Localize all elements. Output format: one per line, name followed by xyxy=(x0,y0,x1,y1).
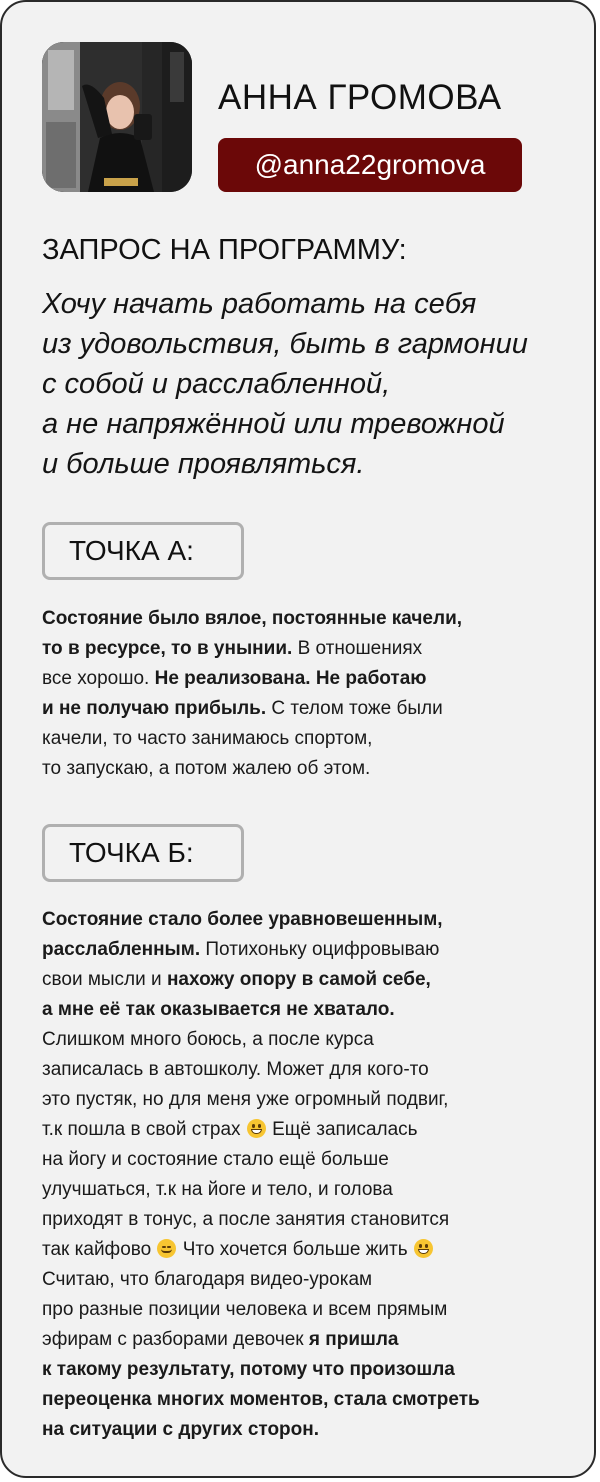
point-b-text xyxy=(42,905,582,1445)
point-a-text xyxy=(42,604,582,784)
point-b-regular: так кайфово xyxy=(42,1239,157,1260)
point-a-regular: то запускаю, а потом жалею об этом. xyxy=(42,758,371,779)
point-b-bold: Состояние стало более уравновешенным, xyxy=(42,909,443,930)
point-b-regular: эфирам с разборами девочек xyxy=(42,1329,309,1350)
point-b-bold: я пришла xyxy=(308,1329,399,1350)
point-a-label: ТОЧКА А: xyxy=(42,522,244,580)
grinning-face-icon xyxy=(414,1239,433,1258)
point-b-regular: приходят в тонус, а после занятия становится xyxy=(42,1209,450,1230)
point-a-bold: Состояние было вялое, постоянные качели, xyxy=(42,608,463,629)
point-b-regular: про разные позиции человека и всем прямым xyxy=(42,1299,448,1320)
profile-name: АННА ГРОМОВА xyxy=(218,78,502,117)
point-b-bold: нахожу опору в самой себе, xyxy=(166,969,431,990)
point-b-regular: Ещё записалась xyxy=(266,1119,418,1140)
point-b-bold: расслабленным. xyxy=(42,939,201,960)
point-a-regular: С телом тоже были xyxy=(266,698,443,719)
point-a-bold: Не реализована. Не работаю xyxy=(154,668,427,689)
point-b-regular: это пустяк, но для меня уже огромный подвиг, xyxy=(42,1089,449,1110)
point-a-bold: то в ресурсе, то в унынии. xyxy=(42,638,293,659)
point-b-regular: Считаю, что благодаря видео-урокам xyxy=(42,1269,373,1290)
point-b-regular: т.к пошла в свой страх xyxy=(42,1119,246,1140)
point-b-bold: а мне её так оказывается не хватало. xyxy=(42,999,395,1020)
point-a-regular: все хорошо. xyxy=(42,668,155,689)
request-text xyxy=(42,284,582,484)
point-b-regular: записалась в автошколу. Может для кого-то xyxy=(42,1059,429,1080)
request-heading: ЗАПРОС НА ПРОГРАММУ: xyxy=(42,234,407,266)
grinning-face-icon xyxy=(247,1119,266,1138)
point-a-bold: и не получаю прибыль. xyxy=(42,698,267,719)
profile-handle: @anna22gromova xyxy=(218,138,522,192)
avatar xyxy=(42,42,192,192)
point-b-regular: Что хочется больше жить xyxy=(177,1239,413,1260)
request-line: из удовольствия, быть в гармонии xyxy=(42,328,528,360)
point-b-regular: улучшаться, т.к на йоге и тело, и голова xyxy=(42,1179,393,1200)
request-line: Хочу начать работать на себя xyxy=(42,288,477,320)
relieved-face-icon xyxy=(157,1239,176,1258)
point-a-regular: В отношениях xyxy=(292,638,423,659)
point-b-regular: Потихоньку оцифровываю xyxy=(200,939,440,960)
point-b-bold: к такому результату, потому что произошла xyxy=(42,1359,455,1380)
point-b-regular: свои мысли и xyxy=(42,969,167,990)
request-line: и больше проявляться. xyxy=(42,448,365,480)
point-b-regular: Слишком много боюсь, а после курса xyxy=(42,1029,374,1050)
avatar-photo xyxy=(42,42,192,192)
point-a-regular: качели, то часто занимаюсь спортом, xyxy=(42,728,373,749)
point-b-label: ТОЧКА Б: xyxy=(42,824,244,882)
request-line: а не напряжённой или тревожной xyxy=(42,408,505,440)
point-b-regular: на йогу и состояние стало ещё больше xyxy=(42,1149,389,1170)
point-b-bold: на ситуации с других сторон. xyxy=(42,1419,320,1440)
request-line: с собой и расслабленной, xyxy=(42,368,391,400)
point-b-bold: переоценка многих моментов, стала смотреть xyxy=(42,1389,480,1410)
